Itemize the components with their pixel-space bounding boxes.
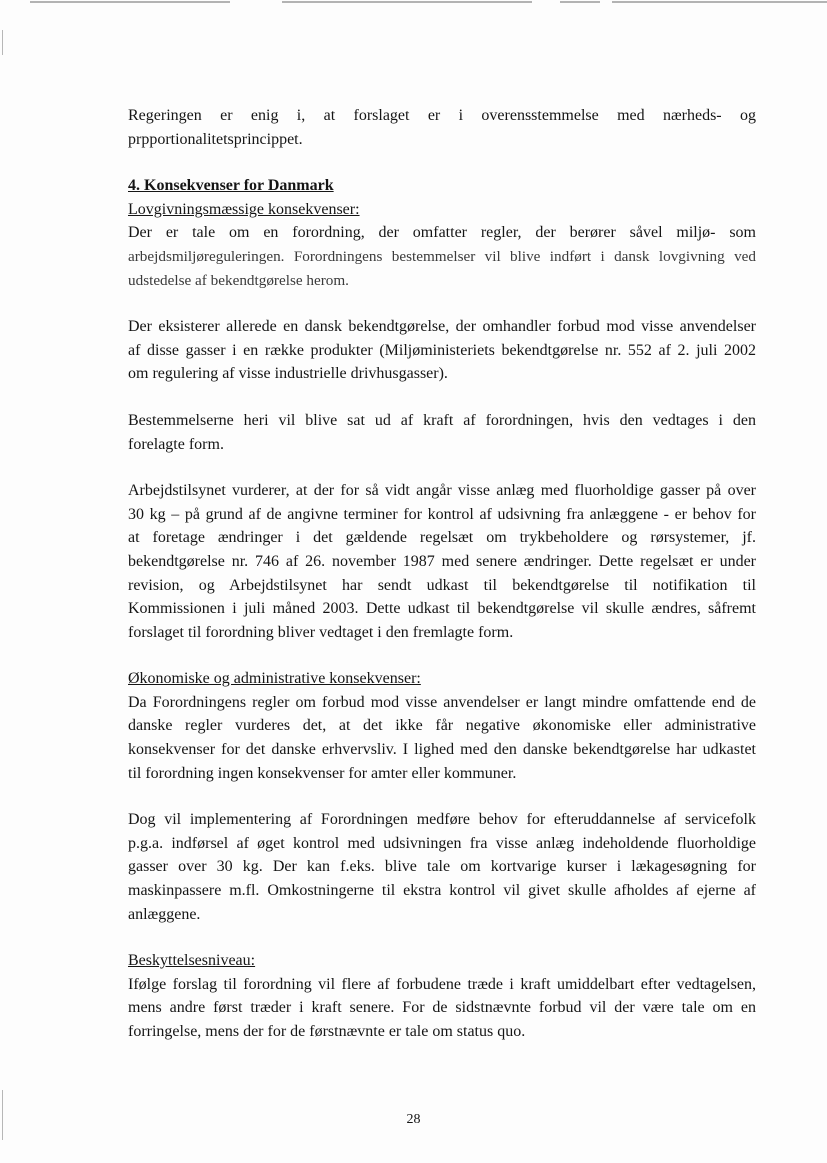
- document-body: [128, 104, 756, 1044]
- paragraph-protection: [128, 973, 756, 1044]
- subheading-protection-level: Beskyttelsesniveau:: [128, 952, 256, 970]
- text-line: Ifølge forslag til forordning vil flere af forbudene træde i kraft umiddelbart efter vedtagelsen,: [128, 975, 756, 993]
- subheading-legislative: Lovgivningsmæssige konsekvenser:: [128, 200, 360, 218]
- text-line: Regeringen er enig i, at forslaget er i overensstemmelse med nærheds- og: [128, 107, 756, 124]
- text-line: revision, og Arbejdstilsynet har sendt udkast til bekendtgørelse til notifikation til: [128, 576, 756, 594]
- text-line: om regulering af visse industrielle drivhusgasser).: [128, 365, 448, 383]
- text-line: Da Forordningens regler om forbud mod visse anvendelser er langt mindre omfattende end de: [128, 693, 756, 711]
- text-line: forelagte form.: [128, 435, 224, 453]
- text-line: konsekvenser for det danske erhvervsliv. I lighed med den danske bekendtgørelse har udkastet: [128, 741, 756, 759]
- text-line: Der eksisterer allerede en dansk bekendtgørelse, der omhandler forbud mod visse anvendelser: [128, 318, 756, 336]
- paragraph-subsidiarity: [128, 104, 756, 151]
- text-line: prpportionalitetsprincippet.: [128, 130, 303, 148]
- subheading-economic: Økonomiske og administrative konsekvenser:: [128, 670, 421, 688]
- text-line: Kommissionen i juli måned 2003. Dette udkast til bekendtgørelse vil skulle ændres, såfremt: [128, 600, 756, 618]
- text-line: Dog vil implementering af Forordningen medføre behov for efteruddannelse af servicefolk: [128, 811, 756, 829]
- page-number: 28: [406, 1112, 421, 1127]
- text-line: 30 kg – på grund af de angivne terminer for kontrol af udsivning fra anlæggene - er behov for: [128, 505, 756, 523]
- text-line: at foretage ændringer i det gældende regelsæt om trykbeholdere og rørsystemer, jf.: [128, 529, 756, 547]
- text-line: anlæggene.: [128, 905, 201, 923]
- text-line: maskinpassere m.fl. Omkostningerne til ekstra kontrol vil givet skulle afholdes af ejerne af: [128, 882, 756, 900]
- text-line: til forordning ingen konsekvenser for amter eller kommuner.: [128, 764, 517, 782]
- scan-artifact-left: [2, 30, 3, 55]
- text-line: af disse gasser i en række produkter (Miljøministeriets bekendtgørelse nr. 552 af 2. juli 2002: [128, 341, 756, 359]
- paragraph-work-environment: [128, 479, 756, 644]
- paragraph-existing-order: [128, 315, 756, 386]
- section-heading: 4. Konsekvenser for Danmark: [128, 177, 334, 195]
- text-line: gasser over 30 kg. Der kan f.eks. blive tale om kortvarige kurser i lækagesøgning for: [128, 858, 756, 876]
- text-line: Arbejdstilsynet vurderer, at der for så vidt angår visse anlæg med fluorholdige gasser på over: [128, 482, 756, 500]
- text-line: p.g.a. indførsel af øget kontrol med udsivningen fra visse anlæg indeholdende fluorholdige: [128, 834, 756, 852]
- paragraph-regulation: [128, 221, 756, 292]
- paragraph-training: [128, 808, 756, 926]
- text-line: forringelse, mens der for de førstnævnte er tale om status quo.: [128, 1023, 526, 1040]
- text-line: danske regler vurderes det, at det ikke får negative økonomiske eller administrative: [128, 717, 756, 735]
- text-line: udstedelse af bekendtgørelse herom.: [128, 271, 349, 289]
- text-line: Bestemmelserne heri vil blive sat ud af kraft af forordningen, hvis den vedtages i den: [128, 411, 756, 429]
- text-line: bekendtgørelse nr. 746 af 26. november 1987 med senere ændringer. Dette regelsæt er under: [128, 552, 756, 570]
- scan-artifact-top: [0, 0, 827, 6]
- text-line: Der er tale om en forordning, der omfatter regler, der berører såvel miljø- som: [128, 224, 756, 242]
- text-line: forslaget til forordning bliver vedtaget i den fremlagte form.: [128, 623, 514, 641]
- text-line: arbejdsmiljøreguleringen. Forordningens bestemmelser vil blive indført i dansk lovgivning ved: [128, 247, 756, 265]
- paragraph-economic: [128, 691, 756, 785]
- text-line: mens andre først træder i kraft senere. For de sidstnævnte forbud vil der være tale om en: [128, 999, 756, 1017]
- paragraph-provisions: [128, 409, 756, 456]
